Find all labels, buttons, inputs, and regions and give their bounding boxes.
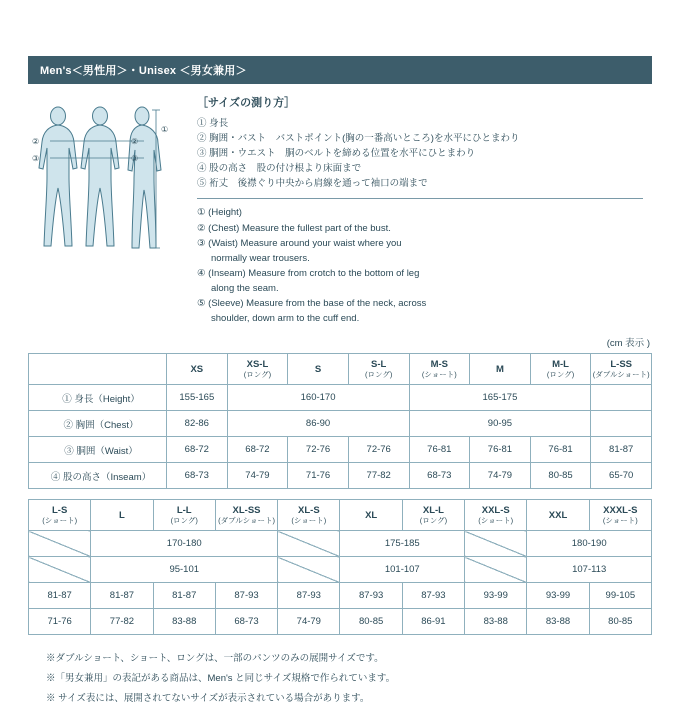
cell-value: 87-93 — [215, 583, 277, 609]
table-row-chest — [29, 557, 652, 583]
cell-value: 165-175 — [409, 385, 591, 411]
header-label: S-L — [371, 358, 387, 370]
figure-label-waist-left: ③ — [32, 154, 40, 163]
header-cell-m-s — [409, 354, 470, 385]
measure-list-jp — [197, 116, 652, 191]
cell-value: 77-82 — [348, 463, 409, 489]
table-header-row — [29, 500, 652, 531]
header-cell-xxl-s — [465, 500, 527, 531]
cell-value: 83-88 — [527, 609, 589, 635]
header-sublabel: (ショート) — [478, 515, 514, 525]
cell-value: 180-190 — [527, 531, 652, 557]
measure-en-5-text: (Sleeve) Measure from the base of the neck, across — [208, 298, 427, 309]
measure-en-2 — [197, 222, 652, 237]
cell-empty-slash — [29, 557, 91, 583]
measure-jp-3: ③ 胴囲・ウエスト 胴のベルトを締める位置を水平にひとまわり — [197, 148, 476, 159]
cell-value — [591, 385, 652, 411]
cell-empty-slash — [278, 557, 340, 583]
header-label: XS — [190, 363, 204, 375]
cell-value: 74-79 — [470, 463, 531, 489]
cell-value: 83-88 — [465, 609, 527, 635]
figure-label-chest-left: ② — [32, 137, 40, 146]
cell-value: 86-90 — [227, 411, 409, 437]
measure-en-3 — [197, 237, 652, 266]
body-figures-illustration — [28, 92, 193, 292]
cell-value: 87-93 — [402, 583, 464, 609]
cell-value: 81-87 — [153, 583, 215, 609]
measurement-guide — [28, 84, 652, 331]
header-sublabel: (ロング) — [419, 515, 448, 525]
cell-value: 155-165 — [167, 385, 228, 411]
measure-en-1-num: ① — [197, 207, 206, 218]
measure-en-5 — [197, 297, 652, 326]
measure-en-1-text: (Height) — [208, 207, 242, 218]
cell-value: 83-88 — [153, 609, 215, 635]
measure-en-3-text: (Waist) Measure around your waist where you — [208, 238, 402, 249]
table-row-inseam — [29, 463, 652, 489]
cell-value: 71-76 — [288, 463, 349, 489]
header-cell-l-l — [153, 500, 215, 531]
row-label-chest: ② 胸囲（Chest） — [29, 411, 167, 437]
measure-en-3-num: ③ — [197, 238, 206, 249]
cell-value: 65-70 — [591, 463, 652, 489]
measure-en-1 — [197, 206, 652, 221]
unit-note: (cm 表示 ) — [606, 338, 650, 349]
cell-value: 74-79 — [227, 463, 288, 489]
header-label: XL-SS — [232, 504, 261, 516]
header-label: XL — [365, 509, 378, 521]
measure-en-2-text: (Chest) Measure the fullest part of the bust. — [208, 222, 391, 234]
cell-value: 90-95 — [409, 411, 591, 437]
cell-value: 76-81 — [409, 437, 470, 463]
measure-en-3-cont: normally wear trousers. — [211, 252, 310, 264]
measure-en-5-cont: shoulder, down arm to the cuff end. — [211, 312, 360, 324]
header-label: M-L — [552, 358, 569, 370]
cell-value: 170-180 — [91, 531, 278, 557]
cell-empty-slash — [29, 531, 91, 557]
header-cell-xl-ss — [215, 500, 277, 531]
cell-value: 72-76 — [348, 437, 409, 463]
table-row-chest — [29, 411, 652, 437]
measure-en-4-num: ④ — [197, 268, 206, 279]
cell-value: 68-72 — [227, 437, 288, 463]
row-label-waist: ③ 胴囲（Waist） — [29, 437, 167, 463]
header-cell-l-s — [29, 500, 91, 531]
header-cell-xl — [340, 500, 402, 531]
cell-value: 68-72 — [167, 437, 228, 463]
cell-value: 81-87 — [91, 583, 153, 609]
table-row-waist — [29, 437, 652, 463]
cell-value: 68-73 — [167, 463, 228, 489]
header-cell-s-l — [348, 354, 409, 385]
cell-value: 93-99 — [465, 583, 527, 609]
measure-jp-5: ⑤ 裄丈 後襟ぐり中央から肩線を通って袖口の端まで — [197, 178, 428, 189]
header-cell-xs — [167, 354, 228, 385]
cell-value: 101-107 — [340, 557, 465, 583]
cell-empty-slash — [465, 531, 527, 557]
header-sublabel: (ダブルショート) — [218, 515, 275, 525]
header-sublabel: (ショート) — [421, 369, 457, 379]
cell-empty-slash — [278, 531, 340, 557]
cell-value: 80-85 — [589, 609, 651, 635]
header-label: XS-L — [246, 358, 269, 370]
cell-value: 81-87 — [29, 583, 91, 609]
footnote-3: ※ サイズ表には、展開されてないサイズが表示されている場合があります。 — [46, 693, 370, 704]
measure-en-4-text: (Inseam) Measure from crotch to the bottom of leg — [208, 268, 420, 279]
cell-value: 107-113 — [527, 557, 652, 583]
cell-value: 68-73 — [409, 463, 470, 489]
cell-value: 160-170 — [227, 385, 409, 411]
size-table-top — [28, 353, 652, 489]
measure-jp-2: ② 胸囲・バスト バストポイント(胸の一番高いところ)を水平にひとまわり — [197, 133, 520, 144]
measure-heading: ［サイズの測り方］ — [197, 97, 296, 109]
header-label: XXXL-S — [603, 504, 638, 516]
cell-value: 82-86 — [167, 411, 228, 437]
header-cell-m-l — [530, 354, 591, 385]
cell-value: 99-105 — [589, 583, 651, 609]
measure-list-en — [197, 206, 652, 326]
figure-label-height: ① — [161, 125, 169, 134]
header-label: L-L — [176, 504, 192, 516]
header-cell-xxxl-s — [589, 500, 651, 531]
header-label: L-SS — [610, 358, 632, 370]
cell-value — [591, 411, 652, 437]
header-label: XL-S — [298, 504, 320, 516]
header-label: XL-L — [422, 504, 444, 516]
measure-en-4 — [197, 267, 652, 296]
cell-value: 74-79 — [278, 609, 340, 635]
row-label-height: ① 身長（Height） — [29, 385, 167, 411]
header-cell-xl-l — [402, 500, 464, 531]
measure-en-4-cont: along the seam. — [211, 282, 279, 294]
divider — [197, 198, 643, 199]
measure-en-5-num: ⑤ — [197, 298, 206, 309]
header-sublabel: (ショート) — [291, 515, 327, 525]
cell-value: 86-91 — [402, 609, 464, 635]
cell-value: 77-82 — [91, 609, 153, 635]
cell-value: 80-85 — [340, 609, 402, 635]
cell-empty-slash — [465, 557, 527, 583]
header-label: M — [495, 363, 504, 375]
header-cell-l — [91, 500, 153, 531]
table-row-height — [29, 385, 652, 411]
header-label: XXL-S — [481, 504, 510, 516]
header-cell-blank — [29, 354, 167, 385]
cell-value: 87-93 — [278, 583, 340, 609]
cell-value: 81-87 — [591, 437, 652, 463]
figure-label-waist-right: ③ — [131, 154, 139, 163]
cell-value: 71-76 — [29, 609, 91, 635]
header-label: L-S — [51, 504, 68, 516]
cell-value: 93-99 — [527, 583, 589, 609]
header-cell-l-ss — [591, 354, 652, 385]
header-label: L — [119, 509, 125, 521]
table-row-waist — [29, 583, 652, 609]
footnote-2: ※「男女兼用」の表記がある商品は、Men's と同じサイズ規格で作られています。 — [46, 673, 396, 684]
cell-value: 72-76 — [288, 437, 349, 463]
measure-jp-1: ① 身長 — [197, 118, 229, 129]
header-sublabel: (ショート) — [42, 515, 78, 525]
table-spacer — [28, 489, 652, 499]
size-table-bottom — [28, 499, 652, 635]
cell-value: 80-85 — [530, 463, 591, 489]
header-sublabel: (ロング) — [546, 369, 575, 379]
page-title: Men's＜男性用＞・Unisex ＜男女兼用＞ — [28, 56, 652, 84]
measure-en-2-num: ② — [197, 222, 206, 234]
cell-value: 76-81 — [530, 437, 591, 463]
header-cell-s — [288, 354, 349, 385]
table-row-inseam — [29, 609, 652, 635]
header-label: S — [314, 363, 322, 375]
figure-label-chest-right: ② — [131, 137, 139, 146]
table-header-row — [29, 354, 652, 385]
header-label: XXL — [548, 509, 568, 521]
cell-value: 68-73 — [215, 609, 277, 635]
header-sublabel: (ショート) — [602, 515, 638, 525]
cell-value: 76-81 — [470, 437, 531, 463]
header-sublabel: (ロング) — [170, 515, 198, 525]
header-sublabel: (ダブルショート) — [592, 369, 650, 379]
header-cell-xxl — [527, 500, 589, 531]
header-label: M-S — [430, 358, 449, 370]
footnotes — [28, 649, 652, 709]
table-row-height — [29, 531, 652, 557]
header-cell-xl-s — [278, 500, 340, 531]
header-sublabel: (ロング) — [243, 369, 272, 379]
header-sublabel: (ロング) — [365, 369, 393, 379]
header-cell-m — [470, 354, 531, 385]
cell-value: 87-93 — [340, 583, 402, 609]
measure-instructions — [193, 92, 652, 327]
cell-value: 175-185 — [340, 531, 465, 557]
row-label-inseam: ④ 股の高さ（Inseam） — [29, 463, 167, 489]
footnote-1: ※ダブルショート、ショート、ロングは、一部のパンツのみの展開サイズです。 — [46, 653, 384, 664]
cell-value: 95-101 — [91, 557, 278, 583]
header-cell-xs-l — [227, 354, 288, 385]
measure-jp-4: ④ 股の高さ 股の付け根より床面まで — [197, 163, 362, 174]
